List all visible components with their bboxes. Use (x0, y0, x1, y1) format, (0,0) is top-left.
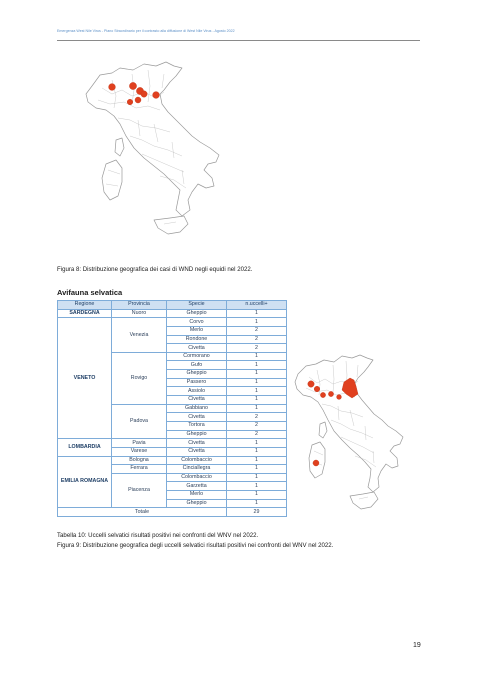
species-cell: Tortora (167, 421, 227, 430)
species-cell: Cormorano (167, 352, 227, 361)
province-cell: Piacenza (112, 473, 167, 508)
count-cell: 2 (227, 430, 287, 439)
col-header-provincia: Provincia (112, 301, 167, 310)
count-cell: 2 (227, 421, 287, 430)
total-label: Totale (58, 508, 227, 517)
region-cell: SARDEGNA (58, 309, 112, 318)
species-cell: Civetta (167, 396, 227, 405)
region-cell: VENETO (58, 318, 112, 439)
page-number: 19 (413, 642, 421, 649)
running-header: Emergenza West Nile Virus - Piano Straordinario per il contrasto alla diffusione di West Nile Virus - Agosto 2022 (57, 29, 235, 33)
count-cell: 1 (227, 361, 287, 370)
corsica-outline (115, 138, 124, 156)
species-cell: Passero (167, 378, 227, 387)
species-cell: Civetta (167, 439, 227, 448)
birds-table (57, 300, 287, 517)
count-cell: 1 (227, 473, 287, 482)
count-cell: 2 (227, 335, 287, 344)
figure-9-caption: Figura 9: Distribuzione geografica degli uccelli selvatici risultati positivi nei confronti del WNV nel 2022. (57, 542, 334, 549)
header-divider (57, 40, 420, 41)
count-cell: 1 (227, 491, 287, 500)
province-cell: Ferrara (112, 465, 167, 474)
section-heading: Avifauna selvatica (57, 288, 123, 297)
count-cell: 1 (227, 404, 287, 413)
col-header-count: n.uccelli+ (227, 301, 287, 310)
count-cell: 1 (227, 396, 287, 405)
count-cell: 1 (227, 456, 287, 465)
table-10-caption: Tabella 10: Uccelli selvatici risultati positivi nei confronti del WNV nel 2022. (57, 532, 259, 539)
count-cell: 1 (227, 439, 287, 448)
province-cell: Nuoro (112, 309, 167, 318)
sicily-outline (350, 492, 378, 509)
sardinia-outline (102, 160, 122, 200)
col-header-specie: Specie (167, 301, 227, 310)
count-cell: 1 (227, 482, 287, 491)
species-cell: Civetta (167, 344, 227, 353)
species-cell: Gheppio (167, 499, 227, 508)
italy-map-equidi (78, 60, 225, 249)
count-cell: 1 (227, 378, 287, 387)
species-cell: Gufo (167, 361, 227, 370)
species-cell: Garzetta (167, 482, 227, 491)
table-row (58, 318, 287, 327)
species-cell: Gheppio (167, 309, 227, 318)
count-cell: 1 (227, 370, 287, 379)
province-cell: Rovigo (112, 352, 167, 404)
species-cell: Corvo (167, 318, 227, 327)
species-cell: Civetta (167, 447, 227, 456)
italy-map-avifauna (290, 352, 407, 522)
species-cell: Gabbiano (167, 404, 227, 413)
species-cell: Colombaccio (167, 473, 227, 482)
species-cell: Gheppio (167, 370, 227, 379)
table-row (58, 309, 287, 318)
table-row (58, 439, 287, 448)
count-cell: 1 (227, 387, 287, 396)
species-cell: Rondone (167, 335, 227, 344)
species-cell: Merlo (167, 326, 227, 335)
species-cell: Assiolo (167, 387, 227, 396)
sicily-outline (154, 216, 188, 234)
col-header-regione: Regione (58, 301, 112, 310)
region-cell: LOMBARDIA (58, 439, 112, 456)
table-row (58, 456, 287, 465)
species-cell: Merlo (167, 491, 227, 500)
province-cell: Varese (112, 447, 167, 456)
count-cell: 1 (227, 465, 287, 474)
species-cell: Colombaccio (167, 456, 227, 465)
species-cell: Civetta (167, 413, 227, 422)
total-value: 29 (227, 508, 287, 517)
corsica-outline (319, 422, 327, 438)
count-cell: 2 (227, 326, 287, 335)
count-cell: 2 (227, 344, 287, 353)
province-cell: Pavia (112, 439, 167, 448)
province-cell: Venezia (112, 318, 167, 353)
table-total-row (58, 508, 287, 517)
region-cell: EMILIA ROMAGNA (58, 456, 112, 508)
count-cell: 1 (227, 309, 287, 318)
figure-8-caption: Figura 8: Distribuzione geografica dei casi di WND negli equidi nel 2022. (57, 266, 253, 273)
table-header-row (58, 301, 287, 310)
species-cell: Cinciallegra (167, 465, 227, 474)
count-cell: 1 (227, 447, 287, 456)
count-cell: 1 (227, 352, 287, 361)
province-cell: Padova (112, 404, 167, 439)
count-cell: 1 (227, 499, 287, 508)
species-cell: Gheppio (167, 430, 227, 439)
count-cell: 2 (227, 413, 287, 422)
province-cell: Bologna (112, 456, 167, 465)
count-cell: 1 (227, 318, 287, 327)
